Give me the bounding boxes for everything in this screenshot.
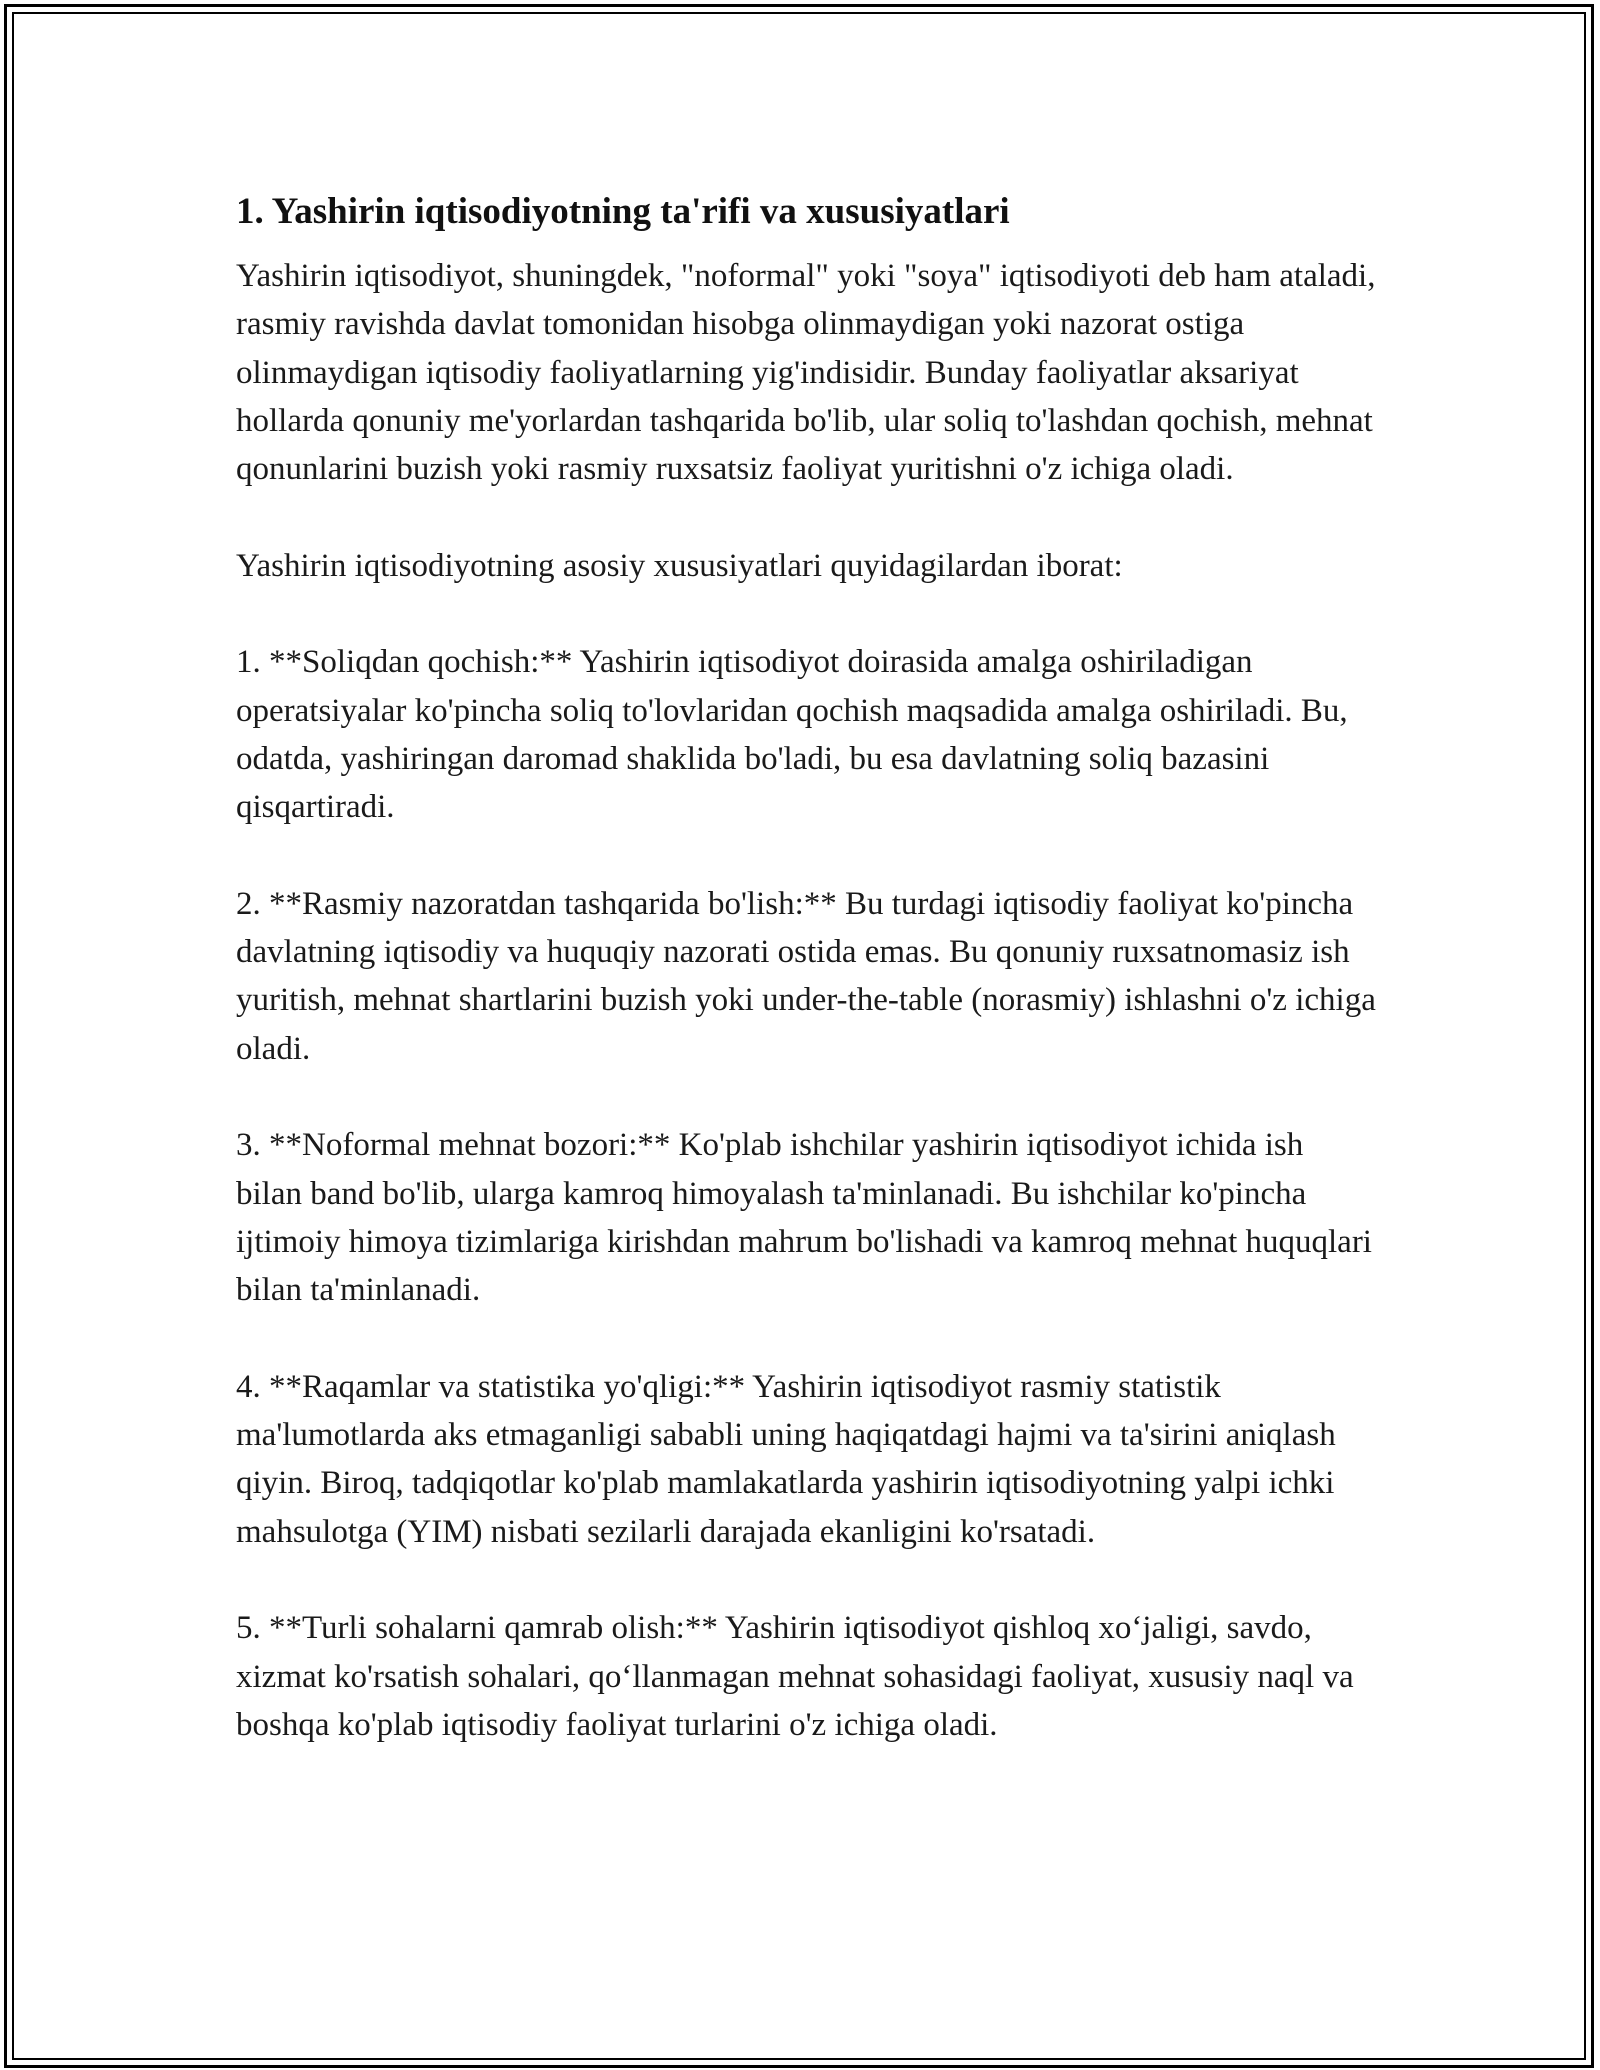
feature-item-2: 2. **Rasmiy nazoratdan tashqarida bo'lish:** Bu turdagi iqtisodiy faoliyat ko'pincha davlatning iqtisodiy va huquqiy nazorati ostida emas. Bu qonuniy ruxsatnomasiz ish yuritish, mehnat shartlarini buzish yoki under-the-table (norasmiy) ishlashni o'z ichiga oladi. <box>236 885 1376 1067</box>
feature-item-5: 5. **Turli sohalarni qamrab olish:** Yashirin iqtisodiyot qishloq xo‘jaligi, savdo, xizmat ko'rsatish sohalari, qo‘llanmagan mehnat sohasidagi faoliyat, xususiy naql va boshqa ko'plab iqtisodiy faoliyat turlarini o'z ichiga oladi. <box>236 1610 1354 1743</box>
feature-item-1: 1. **Soliqdan qochish:** Yashirin iqtisodiyot doirasida amalga oshiriladigan operatsiyalar ko'pincha soliq to'lovlaridan qochish maqsadida amalga oshiriladi. Bu, odatda, yashiringan daromad shaklida bo'ladi, bu esa davlatning soliq bazasini qisqartiradi. <box>236 644 1348 826</box>
feature-item-4: 4. **Raqamlar va statistika yo'qligi:** Yashirin iqtisodiyot rasmiy statistik ma'lumotlarda aks etmaganligi sababli uning haqiqatdagi hajmi va ta'sirini aniqlash qiyin. Biroq, tadqiqotlar ko'plab mamlakatlarda yashirin iqtisodiyotning yalpi ichki mahsulotga (YIM) nisbati sezilarli darajada ekanligini ko'rsatadi. <box>236 1368 1336 1550</box>
intro-paragraph: Yashirin iqtisodiyot, shuningdek, "noformal" yoki "soya" iqtisodiyoti deb ham ataladi, rasmiy ravishda davlat tomonidan hisobga olinmaydigan yoki nazorat ostiga olinmaydigan iqtisodiy faoliyatlarning yig'indisidir. Bunday faoliyatlar aksariyat hollarda qonuniy me'yorlardan tashqarida bo'lib, ular soliq to'lashdan qochish, mehnat qonunlarini buzish yoki rasmiy ruxsatsiz faoliyat yuritishni o'z ichiga oladi. <box>236 258 1376 488</box>
document-body <box>236 186 1376 1749</box>
feature-item-3: 3. **Noformal mehnat bozori:** Ko'plab ishchilar yashirin iqtisodiyot ichida ish bilan band bo'lib, ularga kamroq himoyalash ta'minlanadi. Bu ishchilar ko'pincha ijtimoiy himoya tizimlariga kirishdan mahrum bo'lishadi va kamroq mehnat huquqlari bilan ta'minlanadi. <box>236 1127 1372 1309</box>
features-lead-paragraph: Yashirin iqtisodiyotning asosiy xususiyatlari quyidagilardan iborat: <box>236 547 1123 584</box>
page-title: 1. Yashirin iqtisodiyotning ta'rifi va xususiyatlari <box>236 191 1010 232</box>
